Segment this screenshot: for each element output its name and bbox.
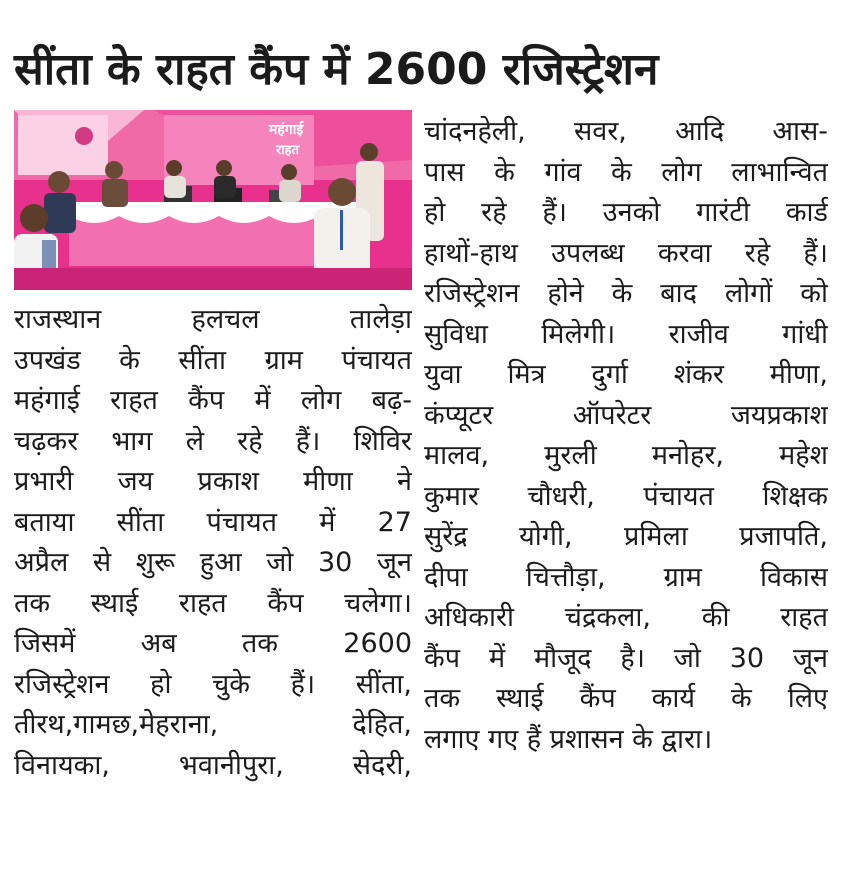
text-line: तक स्थाई राहत कैंप चलेगा।: [14, 587, 412, 619]
text-line: सुरेंद्र योगी, प्रमिला प्रजापति,: [424, 521, 828, 552]
text-line: रजिस्ट्रेशन होने के बाद लोगों को: [424, 278, 828, 309]
text-line: विनायका, भवानीपुरा, सेदरी,: [14, 749, 412, 781]
text-line: चांदनहेली, सवर, आदि आस-: [424, 116, 828, 147]
banner-text-1: महंगाई: [269, 122, 304, 138]
text-line: युवा मित्र दुर्गा शंकर मीणा,: [424, 359, 828, 390]
text-line: रजिस्ट्रेशन हो चुके हैं। सींता,: [14, 668, 412, 700]
text-line: लगाए गए हैं प्रशासन के द्वारा।: [424, 723, 713, 755]
text-line: अधिकारी चंद्रकला, की राहत: [424, 602, 828, 633]
headline: सींता के राहत कैंप में 2600 रजिस्ट्रेशन: [14, 44, 659, 95]
text-line: हाथों-हाथ उपलब्ध करवा रहे हैं।: [424, 237, 828, 269]
text-line: पास के गांव के लोग लाभान्वित: [424, 156, 828, 188]
text-line: चढ़कर भाग ले रहे हैं। शिविर: [14, 425, 412, 457]
text-line: कंप्यूटर ऑपरेटर जयप्रकाश: [424, 399, 828, 431]
banner-text-2: राहत: [276, 143, 299, 158]
text-line: सुविधा मिलेगी। राजीव गांधी: [424, 318, 828, 350]
text-line: उपखंड के सींता ग्राम पंचायत: [14, 344, 412, 376]
text-line: राजस्थान हलचल तालेड़ा: [14, 304, 412, 335]
article-column-left: [14, 300, 412, 786]
text-line: दीपा चित्तौड़ा, ग्राम विकास: [424, 561, 828, 593]
article-column-right: [424, 112, 828, 760]
text-line: महंगाई राहत कैंप में लोग बढ़-: [14, 385, 412, 416]
text-line: बताया सींता पंचायत में 27: [14, 506, 412, 538]
text-line: कुमार चौधरी, पंचायत शिक्षक: [424, 480, 828, 512]
text-line: अप्रैल से शुरू हुआ जो 30 जून: [14, 547, 412, 578]
text-line: हो रहे हैं। उनको गारंटी कार्ड: [424, 197, 828, 228]
text-line: तक स्थाई कैंप कार्य के लिए: [424, 683, 828, 714]
text-line: प्रभारी जय प्रकाश मीणा ने: [14, 466, 412, 497]
news-photo: [14, 110, 412, 290]
text-line: मालव, मुरली मनोहर, महेश: [424, 440, 828, 471]
text-line: तीरथ,गामछ,मेहराना, देहित,: [14, 709, 412, 740]
text-line: कैंप में मौजूद है। जो 30 जून: [424, 642, 828, 674]
text-line: जिसमें अब तक 2600: [14, 628, 412, 659]
camp-scene-illustration: [14, 110, 412, 290]
